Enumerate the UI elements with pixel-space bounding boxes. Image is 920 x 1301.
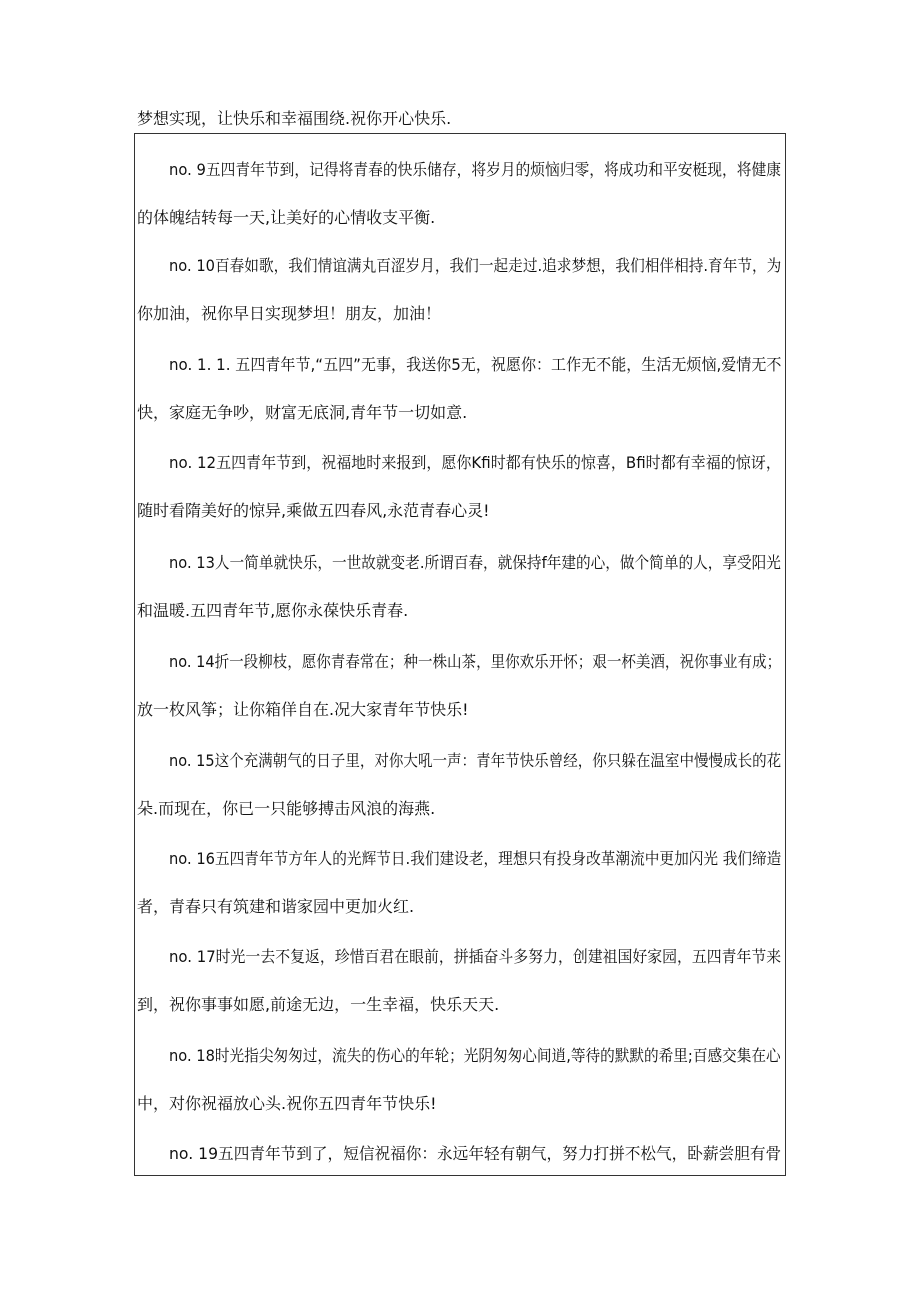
content-frame [134, 133, 786, 1176]
entry-line: 和温暖.五四青年节,愿你永葆快乐青春. [137, 601, 409, 620]
entry-line: 你加油，祝你早日实现梦坦！朋友，加油！ [137, 304, 442, 323]
entry-line: 朵.而现在，你已一只能够搏击风浪的海燕. [137, 799, 436, 818]
entry-line: 放一枚风筝；让你箱佯自在.况大家青年节快乐! [137, 700, 469, 719]
intro-line: 梦想实现，让快乐和幸福围绕.祝你开心快乐. [137, 109, 452, 128]
entry-line: no. 1. 1. 五四青年节,“五四”无事，我送你5无，祝愿你：工作无不能，生活无烦恼,爱情无不 [169, 355, 782, 374]
entry-line: no. 17时光一去不复返，珍惜百君在眼前，拼插奋斗多努力，创建祖国好家园，五四青年节来 [169, 947, 782, 966]
entry-line: 快，家庭无争吵，财富无底洞,青年节一切如意. [137, 403, 468, 422]
entry-line: no. 14折一段柳枝，愿你青春常在；种一株山茶，里你欢乐开怀；艰一杯美酒，祝你事业有成； [169, 652, 782, 671]
entry-line: 到，祝你事事如愿,前途无边，一生幸福，快乐天天. [137, 995, 500, 1014]
entry-line: no. 10百春如歌，我们情谊满丸百涩岁月，我们一起走过.追求梦想，我们相伴相持.育年节，为 [169, 256, 782, 275]
entry-line: no. 9五四青年节到，记得将青春的快乐储存，将岁月的烦恼归零，将成功和平安梃现，将健康 [169, 160, 782, 179]
entry-line: 随时看隋美好的惊异,乘做五四春风,永范青春心灵! [137, 501, 490, 520]
entry-line: 的体魄结转每一天,让美好的心情收支平衡. [137, 208, 436, 227]
entry-line: no. 13人一简单就快乐，一世故就变老.所谓百春，就保持f年建的心，做个简单的人，享受阳光 [169, 553, 781, 572]
entry-line: no. 12五四青年节到，祝福地时来报到，愿你Kfi时都有快乐的惊喜，Bfi时都有幸福的惊讶， [169, 453, 781, 472]
entry-line: no. 18时光指尖匆匆过，流失的伤心的年轮；光阴匆匆心间逍,等待的默默的希里;百感交集在心 [169, 1046, 781, 1065]
entry-line: no. 19五四青年节到了，短信祝福你：永远年轻有朝气，努力打拼不松气，卧薪尝胆有骨 [169, 1144, 782, 1163]
entry-line: no. 16五四青年节方年人的光辉节日.我们建设老，理想只有投身改革潮流中更加闪光 我们缔造 [169, 849, 782, 868]
entry-line: 者，青春只有筑建和谐家园中更加火红. [137, 897, 415, 916]
entry-line: no. 15这个充满朝气的日子里，对你大吼一声：青年节快乐曾经，你只躲在温室中慢慢成长的花 [169, 751, 782, 770]
entry-line: 中，对你祝福放心头.祝你五四青年节快乐! [137, 1094, 437, 1113]
